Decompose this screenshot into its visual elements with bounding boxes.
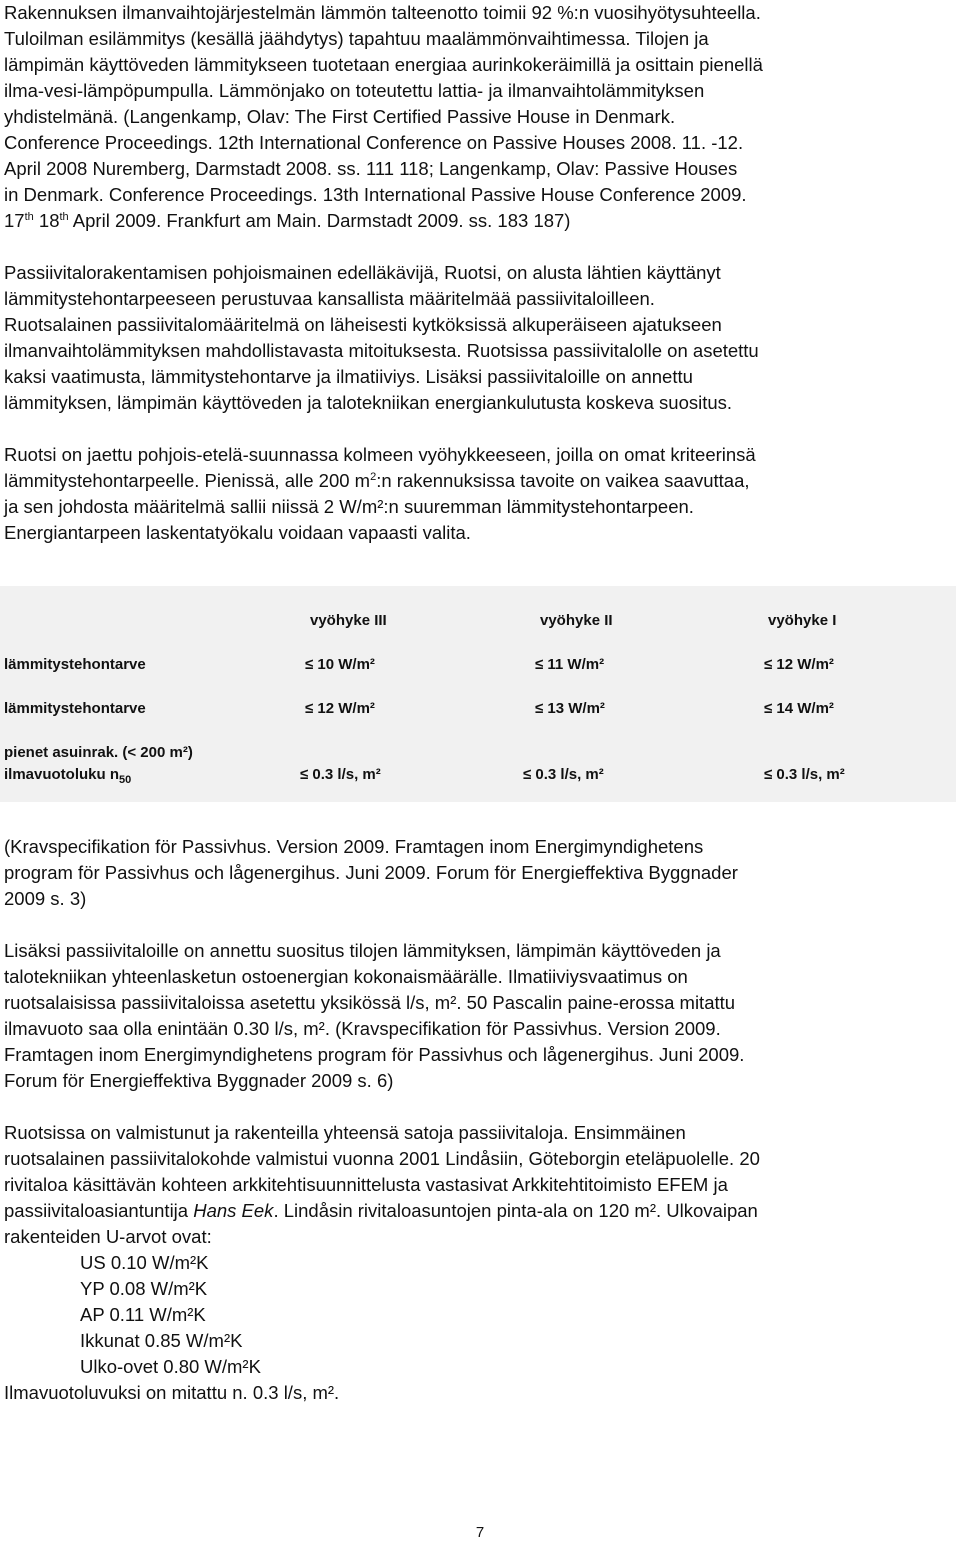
text-line: rivitaloa käsittävän kohteen arkkitehtisuunnittelusta vastasivat Arkkitehtitoimisto EFEM ja — [4, 1174, 728, 1195]
table-cell: ≤ 0.3 l/s, m² — [523, 766, 604, 783]
text-line: rakenteiden U-arvot ovat: — [4, 1226, 212, 1247]
paragraph-source — [4, 834, 954, 912]
paragraph-zones — [4, 442, 954, 546]
text-line: yhdistelmänä. (Langenkamp, Olav: The First Certified Passive House in Denmark. — [4, 106, 676, 127]
list-item: Ulko-ovet 0.80 W/m²K — [80, 1356, 261, 1377]
text-line: ruotsalaisissa passiivitaloissa asetettu yksikössä l/s, m². 50 Pascalin paine-erossa mitattu — [4, 992, 736, 1013]
text-run: ilmavuotoluku n — [4, 766, 120, 783]
list-item: US 0.10 W/m²K — [80, 1252, 209, 1273]
text-line: ja sen johdosta määritelmä sallii niissä 2 W/m²:n suuremman lämmitystehontarpeen. — [4, 496, 694, 517]
paragraph-airtightness — [4, 938, 954, 1094]
table-row — [4, 700, 956, 726]
header-zone-2: vyöhyke II — [540, 612, 613, 629]
header-zone-1: vyöhyke I — [768, 612, 837, 629]
requirements-table — [0, 586, 956, 802]
text-line: Ruotsalainen passiivitalomääritelmä on läheisesti kytköksissä alkuperäiseen ajatukseen — [4, 314, 722, 335]
text-run: :n rakennuksissa tavoite on vaikea saavuttaa, — [376, 470, 750, 491]
text-line: Ruotsi on jaettu pohjois-etelä-suunnassa kolmeen vyöhykkeeseen, joilla on omat kriteerinsä — [4, 444, 756, 465]
table-cell: ≤ 12 W/m² — [764, 656, 834, 673]
text-line: Rakennuksen ilmanvaihtojärjestelmän lämmön talteenotto toimii 92 %:n vuosihyötysuhteella. — [4, 2, 761, 23]
text-run: 18 — [33, 210, 60, 231]
text-run: passiivitaloasiantuntija — [4, 1200, 194, 1221]
superscript: th — [24, 210, 34, 223]
text-line: Ruotsissa on valmistunut ja rakenteilla yhteensä satoja passiivitaloja. Ensimmäinen — [4, 1122, 686, 1143]
text-line: kaksi vaatimusta, lämmitystehontarve ja ilmatiiviys. Lisäksi passiivitaloille on annettu — [4, 366, 693, 387]
u-value-list — [4, 1250, 954, 1380]
text-line: Passiivitalorakentamisen pohjoismainen edelläkävijä, Ruotsi, on alusta lähtien käyttänyt — [4, 262, 721, 283]
text-line: ilma-vesi-lämpöpumpulla. Lämmönjako on toteutettu lattia- ja ilmanvaihtolämmityksen — [4, 80, 705, 101]
table-cell: ≤ 0.3 l/s, m² — [300, 766, 381, 783]
text-line — [4, 1198, 954, 1224]
table-cell: ≤ 0.3 l/s, m² — [764, 766, 845, 783]
text-line — [4, 468, 954, 494]
paragraph-sweden-definition — [4, 260, 954, 416]
table-cell: ≤ 11 W/m² — [535, 656, 605, 673]
paragraph-ventilation — [4, 0, 954, 234]
list-item: YP 0.08 W/m²K — [80, 1278, 208, 1299]
text-line: ilmanvaihtolämmityksen mahdollistavasta mitoituksesta. Ruotsissa passiivitalolle on asetettu — [4, 340, 759, 361]
text-line: April 2008 Nuremberg, Darmstadt 2008. ss. 111 118; Langenkamp, Olav: Passive Houses — [4, 158, 738, 179]
text-line: Energiantarpeen laskentatyökalu voidaan vapaasti valita. — [4, 522, 471, 543]
text-line: in Denmark. Conference Proceedings. 13th International Passive House Conference 2009. — [4, 184, 747, 205]
row-label: pienet asuinrak. (< 200 m²) — [4, 744, 193, 761]
page-number: 7 — [475, 1524, 485, 1541]
text-line: Framtagen inom Energimyndighetens program för Passivhus och lågenergihus. Juni 2009. — [4, 1044, 745, 1065]
text-line: program för Passivhus och lågenergihus. Juni 2009. Forum för Energieffektiva Byggnader — [4, 862, 738, 883]
text-line: lämmityksen, lämpimän käyttöveden ja talotekniikan energiankulutusta koskeva suositus. — [4, 392, 733, 413]
text-line: 2009 s. 3) — [4, 888, 87, 909]
list-item: AP 0.11 W/m²K — [80, 1304, 206, 1325]
table-cell: ≤ 14 W/m² — [764, 700, 834, 717]
text-run: . Lindåsin rivitaloasuntojen pinta-ala on 120 m². Ulkovaipan — [273, 1200, 758, 1221]
body-text — [0, 0, 960, 546]
text-line: ruotsalainen passiivitalokohde valmistui vuonna 2001 Lindåsiin, Göteborgin eteläpuolelle. 20 — [4, 1148, 760, 1169]
superscript: 2 — [370, 470, 377, 483]
table-cell: ≤ 12 W/m² — [305, 700, 375, 717]
text-run: April 2009. Frankfurt am Main. Darmstadt 2009. ss. 183 187) — [68, 210, 571, 231]
text-line: ilmavuoto saa olla enintään 0.30 l/s, m². (Kravspecifikation för Passivhus. Version 2009. — [4, 1018, 721, 1039]
text-line: Lisäksi passiivitaloille on annettu suositus tilojen lämmityksen, lämpimän käyttöveden ja — [4, 940, 721, 961]
table-row — [4, 656, 956, 682]
text-line: talotekniikan yhteenlasketun ostoenergian kokonaismäärälle. Ilmatiiviysvaatimus on — [4, 966, 688, 987]
text-run: lämmitystehontarpeelle. Pienissä, alle 200 m — [4, 470, 371, 491]
text-line — [4, 208, 954, 234]
superscript: th — [59, 210, 69, 223]
subscript: 50 — [119, 774, 132, 786]
table-cell: ≤ 13 W/m² — [535, 700, 605, 717]
table-cell: ≤ 10 W/m² — [305, 656, 375, 673]
text-run: 17 — [4, 210, 25, 231]
table-row — [4, 766, 956, 792]
row-label: lämmitystehontarve — [4, 700, 146, 717]
body-text-lower — [0, 834, 960, 1406]
paragraph-lindas — [4, 1120, 954, 1406]
text-line: Forum för Energieffektiva Byggnader 2009 s. 6) — [4, 1070, 394, 1091]
text-line: Ilmavuotoluvuksi on mitattu n. 0.3 l/s, m². — [4, 1382, 340, 1403]
text-line: lämmitystehontarpeeseen perustuvaa kansallista määritelmää passiivitaloilleen. — [4, 288, 655, 309]
header-zone-3: vyöhyke III — [310, 612, 387, 629]
table-header-row — [4, 612, 956, 638]
text-line: (Kravspecifikation för Passivhus. Version 2009. Framtagen inom Energimyndighetens — [4, 836, 704, 857]
list-item: Ikkunat 0.85 W/m²K — [80, 1330, 243, 1351]
text-line: lämpimän käyttöveden lämmitykseen tuotetaan energiaa aurinkokeräimillä ja osittain pienellä — [4, 54, 763, 75]
italic-name: Hans Eek — [193, 1200, 274, 1221]
row-label: lämmitystehontarve — [4, 656, 146, 673]
text-line: Tuloilman esilämmitys (kesällä jäähdytys) tapahtuu maalämmönvaihtimessa. Tilojen ja — [4, 28, 709, 49]
row-label — [4, 766, 131, 786]
text-line: Conference Proceedings. 12th International Conference on Passive Houses 2008. 11. -12. — [4, 132, 744, 153]
